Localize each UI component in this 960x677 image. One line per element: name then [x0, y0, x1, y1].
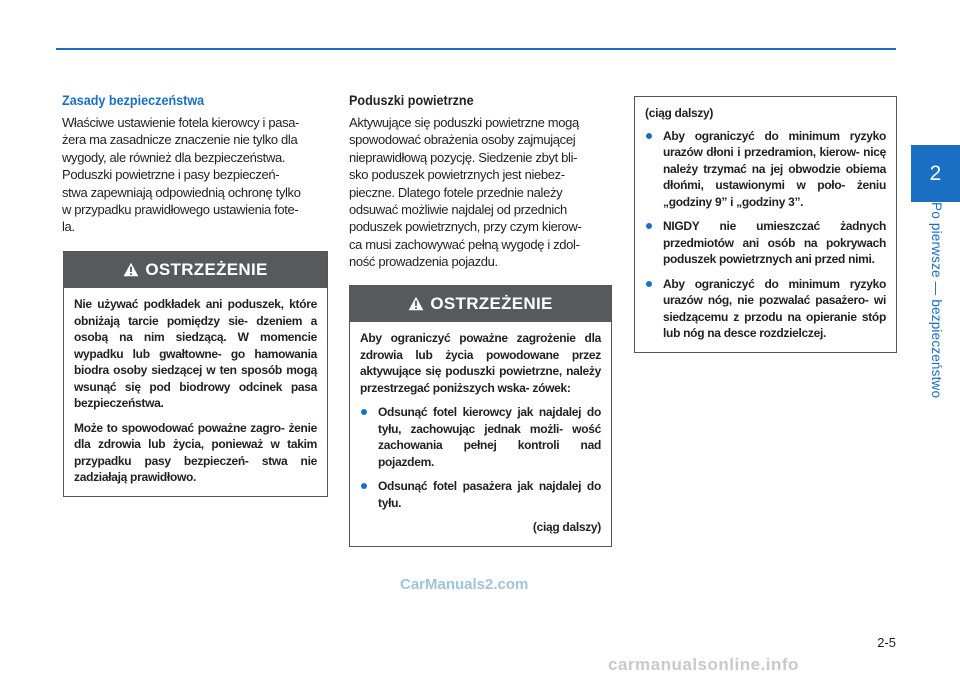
bullet-dot-icon — [361, 409, 367, 415]
bullet-dot-icon — [646, 133, 652, 139]
continued-note: (ciąg dalszy) — [532, 520, 601, 534]
continued-note: (ciąg dalszy) — [645, 106, 714, 120]
text-line: sko poduszek powietrznych jest niebez- — [349, 167, 565, 183]
warning-body — [350, 322, 611, 546]
bullet-text: Aby ograniczyć do minimum ryzyko urazów dłoni i przedramion, kierow- nicę należy trzymać na jej obwodzie obiema dłońmi, ustawionymi w poło- żeniu „godziny 9” i „godziny 3”. — [663, 128, 886, 209]
text-line: poduszek powietrznych, przy czym kierow- — [349, 219, 582, 235]
warning-header — [350, 286, 611, 322]
section-body-airbags — [349, 114, 610, 271]
warning-triangle-icon — [408, 296, 424, 311]
text-line: w przypadku prawidłowego ustawienia fote- — [62, 202, 299, 218]
warning-box-continued — [634, 96, 897, 353]
section-body-seat-safety — [62, 114, 326, 236]
warning-bullet-item — [645, 276, 886, 342]
warning-bullet-item — [645, 218, 886, 268]
section-heading-airbags: Poduszki powietrzne — [349, 92, 474, 108]
warning-bullet-item — [645, 128, 886, 211]
warning-paragraph: Może to spowodować poważne zagro- żenie dla zdrowia lub życia, ponieważ w takim przypadku pasy bezpieczeń- stwa nie zadziałają prawidłowo. — [74, 420, 317, 484]
bullet-text: Aby ograniczyć do minimum ryzyko urazów nóg, nie pozwalać pasażero- wi siedzącemu z przodu na opieranie stóp lub nóg na desce rozdzielczej. — [663, 276, 886, 340]
text-line: pieczne. Dlatego fotele przednie należy — [349, 184, 563, 200]
bullet-dot-icon — [646, 281, 652, 287]
bullet-dot-icon — [646, 223, 652, 229]
bullet-text: Odsunąć fotel kierowcy jak najdalej do tyłu, zachowując jednak możli- wość zachowania pełnej kontroli nad pojazdem. — [378, 405, 601, 469]
warning-title: OSTRZEŻENIE — [430, 294, 553, 313]
text-line: ność prowadzenia pojazdu. — [349, 254, 498, 270]
text-line: la. — [62, 219, 75, 235]
column-middle — [349, 90, 610, 271]
warning-body — [64, 288, 327, 496]
warning-title: OSTRZEŻENIE — [145, 260, 268, 279]
warning-bullet-list — [645, 128, 886, 342]
warning-box-airbags — [349, 285, 612, 547]
warning-paragraph: Nie używać podkładek ani poduszek, które obniżają tarcie pomiędzy sie- dzeniem a osobą na nim siedzącą. W momencie wypadku lub gwałtowne- go hamowania biodra osoby siedzącej w ten sposób mogą wsunąć się pod biodrowy odcinek pasa bezpieczeństwa. — [74, 297, 317, 410]
chapter-number-tab: 2 — [911, 145, 960, 202]
bullet-dot-icon — [361, 483, 367, 489]
text-line: nieprawidłową pozycję. Siedzenie zbyt bli- — [349, 149, 578, 165]
warning-triangle-icon — [123, 262, 139, 277]
page-number: 2-5 — [877, 635, 896, 650]
warning-box-cushions — [63, 251, 328, 497]
text-line: spowodować obrażenia osoby zajmującej — [349, 132, 576, 148]
text-line: ca musi zachowywać pełną wygodę i zdol- — [349, 236, 580, 252]
warning-header — [64, 252, 327, 288]
warning-body — [635, 97, 896, 352]
watermark-secondary: carmanualsonline.info — [608, 655, 799, 674]
section-heading-seat-safety: Zasady bezpieczeństwa — [62, 92, 205, 108]
text-line: Poduszki powietrzne i pasy bezpieczeń- — [62, 167, 280, 183]
chapter-title-text: Po pierwsze — bezpieczeństwo — [929, 202, 944, 399]
text-line: Właściwe ustawienie fotela kierowcy i pasa- — [62, 115, 300, 130]
text-line: stwa zapewniają odpowiednią ochronę tylko — [62, 184, 301, 200]
top-rule — [56, 48, 896, 50]
column-left — [62, 90, 326, 236]
warning-bullet-item — [360, 478, 601, 511]
warning-intro: Aby ograniczyć poważne zagrożenie dla zdrowia lub życia powodowane przez aktywujące się poduszki powietrzne, należy przestrzegać poniższych wska- zówek: — [360, 331, 601, 395]
text-line: Aktywujące się poduszki powietrzne mogą — [349, 115, 579, 130]
bullet-text: Odsunąć fotel pasażera jak najdalej do tyłu. — [378, 479, 601, 510]
warning-bullet-item — [360, 404, 601, 470]
watermark-primary: CarManuals2.com — [400, 576, 529, 593]
text-line: wygody, ale również dla bezpieczeństwa. — [62, 149, 286, 165]
warning-bullet-list — [360, 404, 601, 511]
text-line: odsuwać możliwie najdalej od przednich — [349, 202, 567, 218]
bullet-text: NIGDY nie umieszczać żadnych przedmiotów ani osób na pokrywach poduszek powietrznych ani przed nimi. — [663, 219, 886, 266]
text-line: żera ma zasadnicze znaczenie nie tylko dla — [62, 132, 298, 148]
